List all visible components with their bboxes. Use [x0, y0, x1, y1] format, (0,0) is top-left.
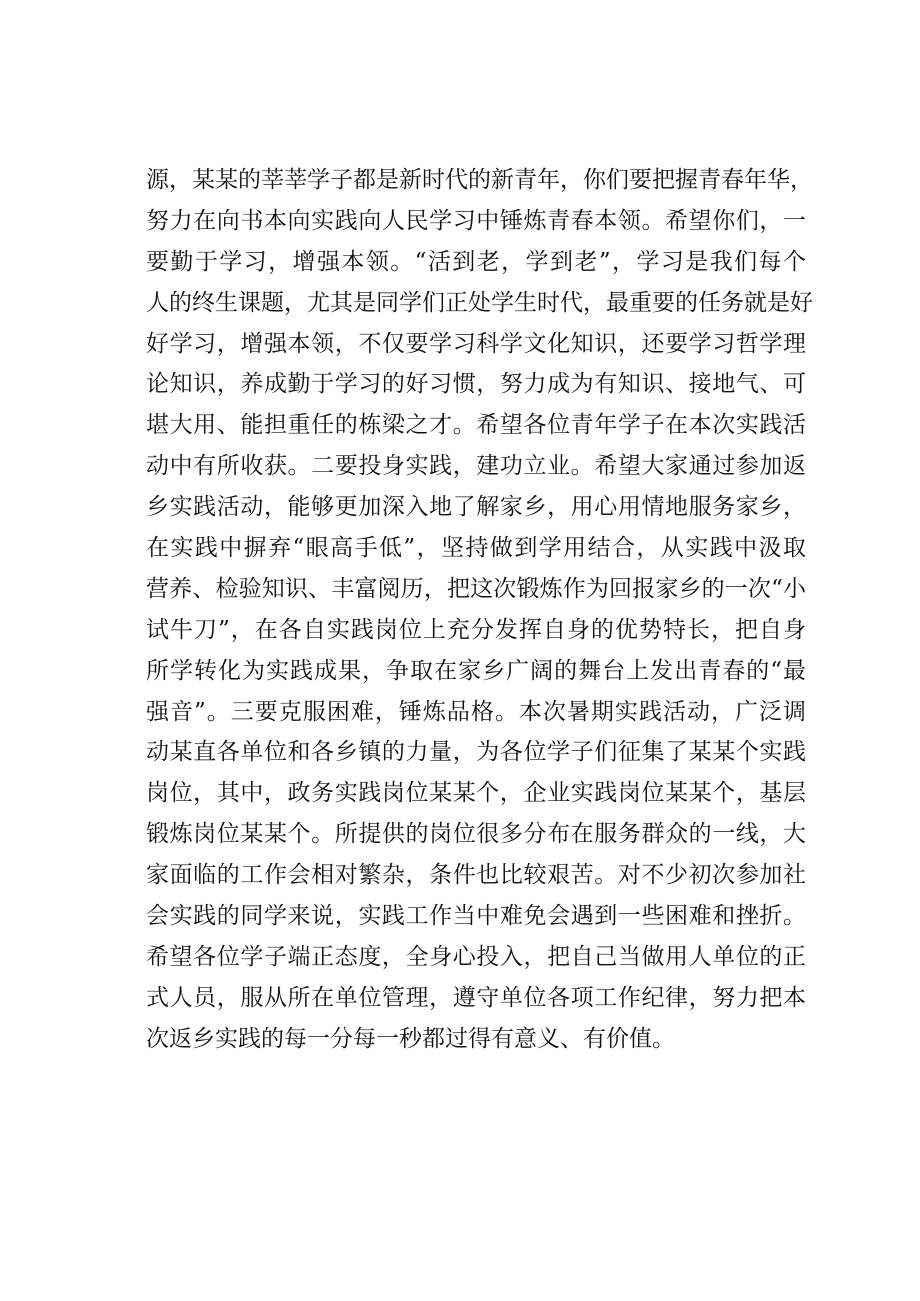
paragraph-line-22: 次返乡实践的每一分每一秒都过得有意义、有价值。: [146, 1025, 675, 1052]
paragraph-line-20: 希望各位学子端正态度，全身心投入，把自己当做用人单位的正: [146, 943, 806, 970]
paragraph-line-1: 源，某某的莘莘学子都是新时代的新青年，你们要把握青春年华，: [146, 167, 813, 193]
paragraph-line-2: 努力在向书本向实践向人民学习中锤炼青春本领。希望你们，一: [146, 207, 806, 234]
paragraph-line-10: 在实践中摒弃“眼高手低”，坚持做到学用结合，从实践中汲取: [146, 535, 806, 562]
paragraph-line-17: 锻炼岗位某某个。所提供的岗位很多分布在服务群众的一线，大: [146, 821, 806, 848]
paragraph-line-21: 式人员，服从所在单位管理，遵守单位各项工作纪律，努力把本: [146, 984, 806, 1011]
speech-paragraph: [146, 160, 813, 1060]
paragraph-line-3: 要勤于学习，增强本领。“活到老，学到老”，学习是我们每个: [146, 248, 806, 275]
paragraph-line-9: 乡实践活动，能够更加深入地了解家乡，用心用情地服务家乡，: [146, 494, 806, 521]
paragraph-line-15: 动某直各单位和各乡镇的力量，为各位学子们征集了某某个实践: [146, 739, 806, 766]
paragraph-line-7: 堪大用、能担重任的栋梁之才。希望各位青年学子在本次实践活: [146, 412, 806, 439]
paragraph-line-18: 家面临的工作会相对繁杂，条件也比较艰苦。对不少初次参加社: [146, 862, 806, 889]
paragraph-line-13: 所学转化为实践成果，争取在家乡广阔的舞台上发出青春的“最: [146, 657, 806, 684]
paragraph-line-19: 会实践的同学来说，实践工作当中难免会遇到一些困难和挫折。: [146, 903, 806, 930]
paragraph-line-8: 动中有所收获。二要投身实践，建功立业。希望大家通过参加返: [146, 453, 806, 480]
paragraph-line-12: 试牛刀”，在各自实践岗位上充分发挥自身的优势特长，把自身: [146, 616, 806, 643]
paragraph-line-11: 营养、检验知识、丰富阅历，把这次锻炼作为回报家乡的一次“小: [146, 575, 806, 602]
paragraph-line-4: 人的终生课题，尤其是同学们正处学生时代，最重要的任务就是好: [146, 289, 813, 316]
paragraph-line-16: 岗位，其中，政务实践岗位某某个，企业实践岗位某某个，基层: [146, 780, 806, 807]
paragraph-line-5: 好学习，增强本领，不仅要学习科学文化知识，还要学习哲学理: [146, 330, 806, 357]
paragraph-line-14: 强音”。三要克服困难，锤炼品格。本次暑期实践活动，广泛调: [146, 698, 806, 725]
paragraph-line-6: 论知识，养成勤于学习的好习惯，努力成为有知识、接地气、可: [146, 371, 806, 398]
